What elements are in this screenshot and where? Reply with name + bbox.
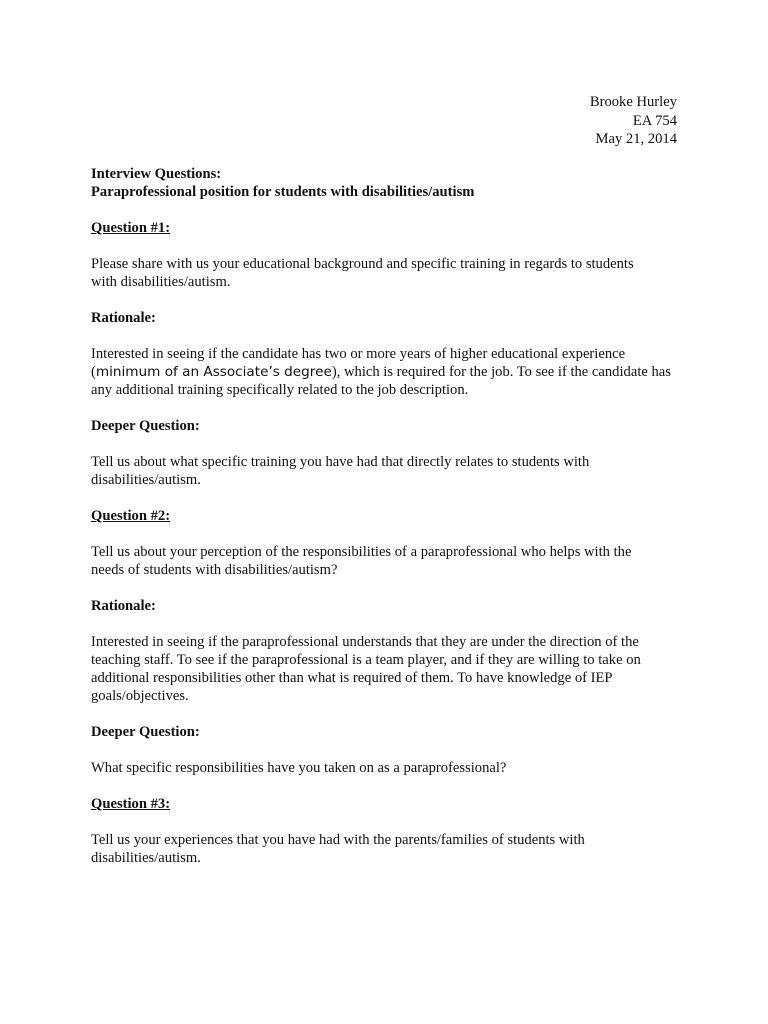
deeper-question-1-text: Tell us about what specific training you have had that directly relates to students with disabilities/autism. bbox=[91, 454, 590, 488]
rationale-1-text bbox=[91, 345, 681, 399]
title-line-1: Interview Questions: bbox=[91, 166, 222, 182]
course-code: EA 754 bbox=[632, 112, 677, 129]
rationale-1-label: Rationale: bbox=[91, 310, 156, 326]
question-1-label: Question #1: bbox=[91, 220, 171, 236]
question-2-text: Tell us about your perception of the responsibilities of a paraprofessional who helps with the needs of students with disabilities/autism? bbox=[91, 544, 632, 578]
deeper-question-2-text: What specific responsibilities have you taken on as a paraprofessional? bbox=[91, 760, 507, 776]
rationale-2-label: Rationale: bbox=[91, 598, 156, 614]
document-body bbox=[91, 165, 681, 867]
question-1-text: Please share with us your educational background and specific training in regards to students with disabilities/autism. bbox=[91, 256, 634, 290]
rationale-2-text: Interested in seeing if the paraprofessional understands that they are under the direction of the teaching staff. To see if the paraprofessional is a team player, and if they are willing to take on additional responsibilities other than what is required of them. To have knowledge of IEP goals/objectives. bbox=[91, 634, 641, 704]
title-line-2: Paraprofessional position for students with disabilities/autism bbox=[91, 184, 475, 200]
rationale-1-text-pre: Interested in seeing if the candidate has two or more years of higher educational experience ( bbox=[91, 346, 626, 380]
deeper-question-1-label: Deeper Question: bbox=[91, 418, 200, 434]
rationale-1-text-associate: minimum of an Associate’s degree bbox=[95, 364, 332, 380]
rationale-1-text-post: ), which is required for the job. To see if the candidate has any additional training specifically related to the job description. bbox=[91, 364, 671, 398]
document-date: May 21, 2014 bbox=[595, 131, 677, 147]
document-title bbox=[91, 165, 681, 201]
deeper-question-2-label: Deeper Question: bbox=[91, 724, 200, 740]
question-3-text: Tell us your experiences that you have had with the parents/families of students with disabilities/autism. bbox=[91, 832, 585, 866]
author-header bbox=[590, 93, 677, 149]
question-3-label: Question #3: bbox=[91, 796, 171, 812]
question-2-label: Question #2: bbox=[91, 508, 171, 524]
author-name: Brooke Hurley bbox=[589, 94, 677, 110]
